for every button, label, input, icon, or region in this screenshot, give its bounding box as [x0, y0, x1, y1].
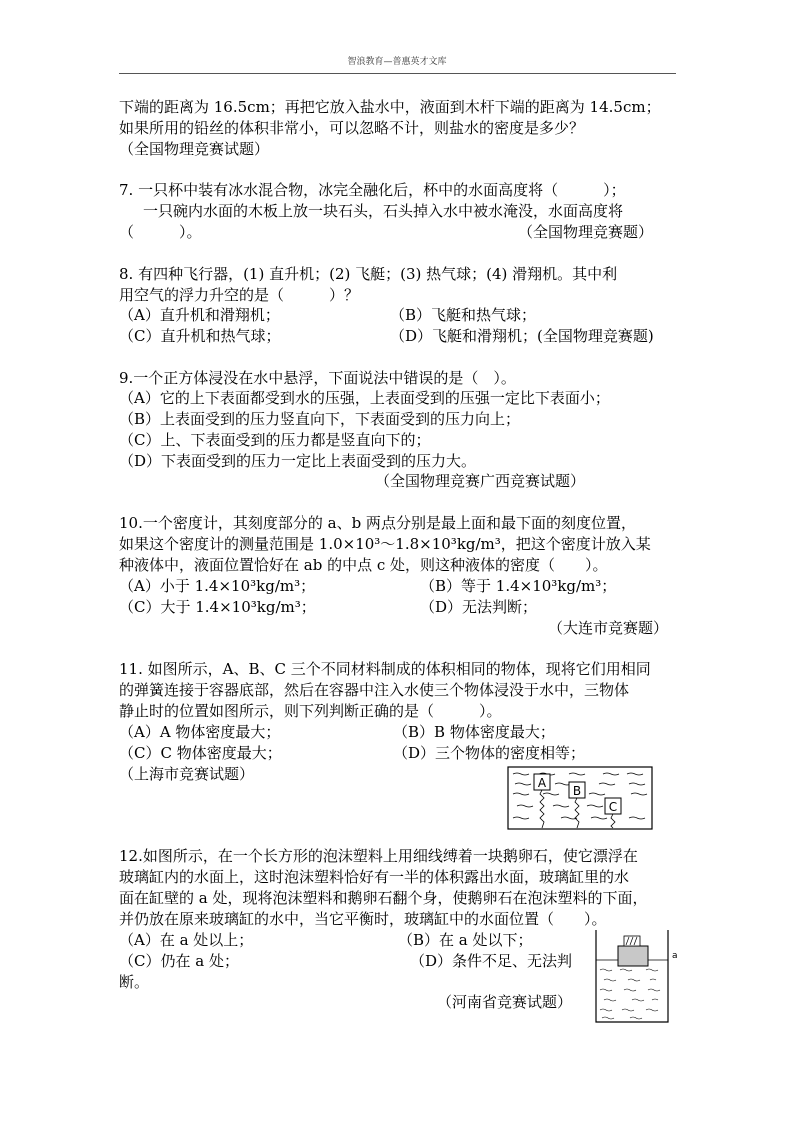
- q8-option-a: （A）直升机和滑翔机；: [119, 306, 280, 324]
- q12-line-1: 12.如图所示，在一个长方形的泡沫塑料上用细线缚着一块鹅卵石，使它漂浮在: [119, 847, 638, 865]
- object-c-label: C: [608, 800, 618, 814]
- q9-source: （全国物理竞赛广西竞赛试题）: [375, 472, 586, 490]
- water-level-mark-a: a: [672, 951, 678, 961]
- q9-option-c: （C）上、下表面受到的压力都是竖直向下的；: [119, 431, 431, 449]
- header-divider: [119, 73, 676, 74]
- q12-option-d: （D）条件不足、无法判: [410, 952, 573, 970]
- q8-option-c: （C）直升机和热气球；: [119, 327, 281, 345]
- q6-source: （全国物理竞赛试题）: [119, 140, 270, 158]
- q10-line-2: 如果这个密度计的测量范围是 1.0×10³～1.8×10³kg/m³，把这个密度计放入某: [119, 535, 651, 553]
- q8-option-d: （D）飞艇和滑翔机；(全国物理竞赛题): [390, 327, 654, 345]
- q12-option-a: （A）在 a 处以上；: [119, 931, 254, 949]
- q12-line-3: 面在缸壁的 a 处，现将泡沫塑料和鹅卵石翻个身，使鹅卵石在泡沫塑料的下面，: [119, 889, 648, 907]
- q11-line-3: 静止时的位置如图所示，则下列判断正确的是（ ）。: [119, 702, 502, 720]
- q9-stem: 9.一个正方体浸没在水中悬浮，下面说法中错误的是（ ）。: [119, 369, 516, 387]
- q12-line-4: 并仍放在原来玻璃缸的水中，当它平衡时，玻璃缸中的水面位置（ ）。: [119, 910, 607, 928]
- foam-block: [618, 946, 648, 966]
- q7-line-3: （ ）。: [119, 223, 202, 241]
- object-b-label: B: [572, 784, 582, 798]
- q11-option-c: （C）C 物体密度最大；: [119, 744, 282, 762]
- q11-option-d: （D）三个物体的密度相等；: [393, 744, 586, 762]
- tank-water-hatching: [600, 969, 660, 1019]
- q6-line-1: 下端的距离为 16.5cm；再把它放入盐水中，液面到木杆下端的距离为 14.5cm；: [119, 98, 661, 116]
- q9-option-b: （B）上表面受到的压力竖直向下，下表面受到的压力向上；: [119, 410, 521, 428]
- q11-line-2: 的弹簧连接于容器底部，然后在容器中注入水使三个物体浸没于水中，三物体: [119, 681, 630, 699]
- q8-line-1: 8. 有四种飞行器，(1) 直升机；(2) 飞艇；(3) 热气球；(4) 滑翔机。其中利: [119, 265, 618, 283]
- q6-line-2: 如果所用的铅丝的体积非常小，可以忽略不计，则盐水的密度是多少？: [119, 119, 585, 137]
- q8-line-2: 用空气的浮力升空的是（ ）？: [119, 286, 360, 304]
- q7-line-1: 7. 一只杯中装有冰水混合物，冰完全融化后，杯中的水面高度将（ ）；: [119, 181, 626, 199]
- q10-source: （大连市竞赛题）: [548, 619, 669, 637]
- q10-option-d: （D）无法判断；: [420, 598, 538, 616]
- q11-source: （上海市竞赛试题）: [119, 765, 255, 783]
- q10-line-1: 10.一个密度计，其刻度部分的 a、b 两点分别是最上面和最下面的刻度位置，: [119, 514, 636, 532]
- q11-option-a: （A）A 物体密度最大；: [119, 723, 281, 741]
- q10-option-c: （C）大于 1.4×10³kg/m³；: [119, 598, 316, 616]
- q7-source: （全国物理竞赛题）: [518, 223, 654, 241]
- q12-option-c: （C）仍在 a 处；: [119, 952, 239, 970]
- q11-line-1: 11. 如图所示，A、B、C 三个不同材料制成的体积相同的物体，现将它们用相同: [119, 660, 651, 678]
- q9-option-d: （D）下表面受到的压力一定比上表面受到的压力大。: [119, 452, 477, 470]
- q12-source: （河南省竞赛试题）: [437, 993, 573, 1011]
- q10-line-3: 种液体中，液面位置恰好在 ab 的中点 c 处，则这种液体的密度（ ）。: [119, 556, 608, 574]
- q11-option-b: （B）B 物体密度最大；: [393, 723, 555, 741]
- page-header: 智浪教育—普惠英才文库: [347, 57, 447, 67]
- q11-container-figure: [507, 766, 653, 830]
- q9-option-a: （A）它的上下表面都受到水的压强，上表面受到的压强一定比下表面小；: [119, 389, 610, 407]
- object-a-label: A: [537, 776, 547, 790]
- q8-option-b: （B）飞艇和热气球；: [390, 306, 537, 324]
- q7-line-2: 一只碗内水面的木板上放一块石头，石头掉入水中被水淹没，水面高度将: [143, 202, 624, 220]
- q12-option-b: （B）在 a 处以下；: [398, 931, 533, 949]
- q10-option-b: （B）等于 1.4×10³kg/m³；: [420, 577, 617, 595]
- q12-option-d-continued: 断。: [119, 973, 150, 991]
- q10-option-a: （A）小于 1.4×10³kg/m³；: [119, 577, 316, 595]
- q12-tank-figure: [590, 928, 682, 1026]
- q12-line-2: 玻璃缸内的水面上，这时泡沫塑料恰好有一半的体积露出水面，玻璃缸里的水: [119, 868, 630, 886]
